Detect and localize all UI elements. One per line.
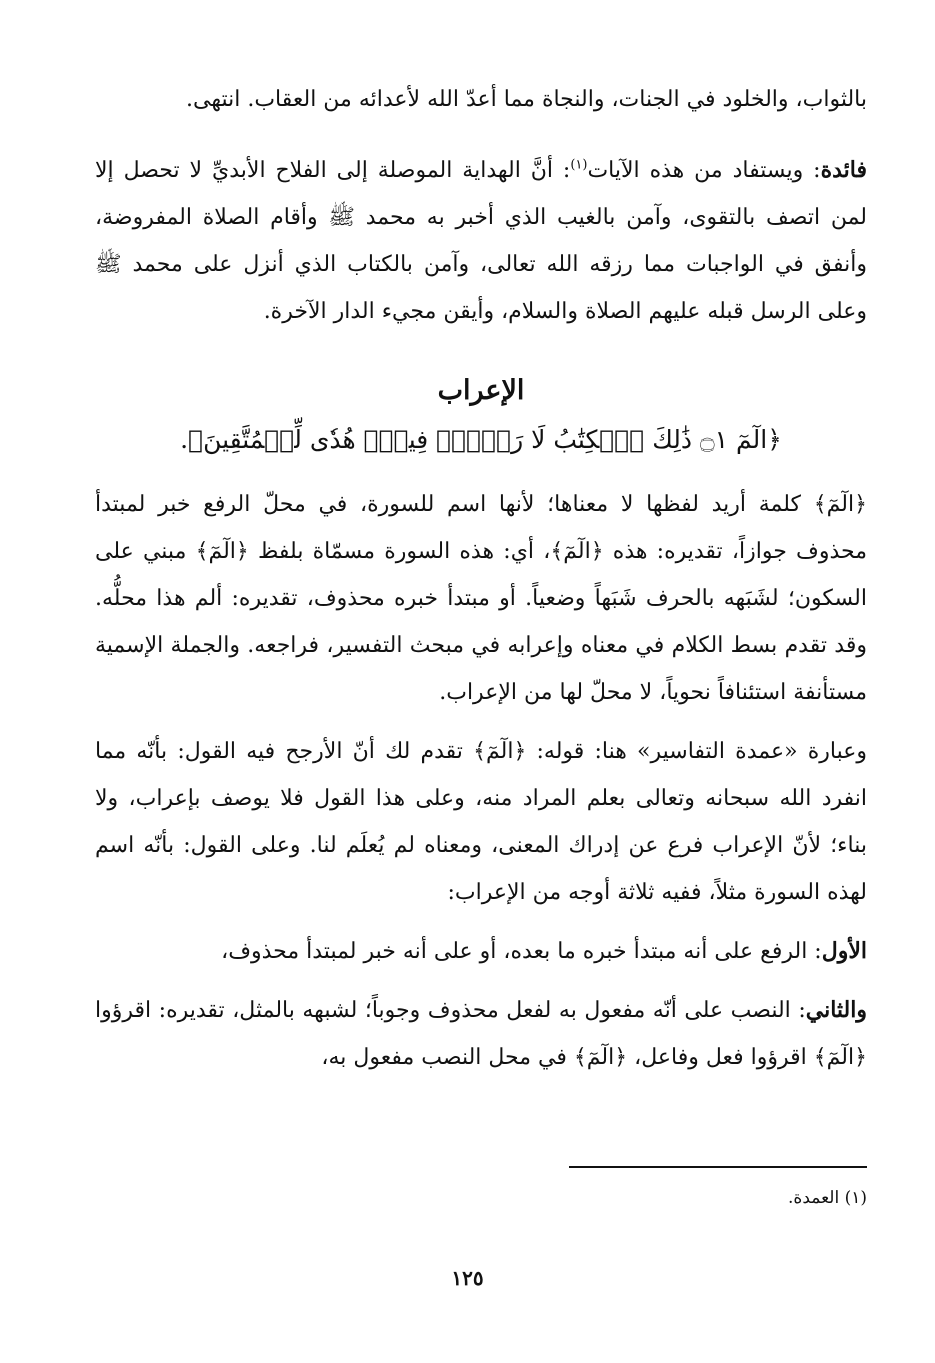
paragraph-second-view <box>95 987 867 1081</box>
section-heading: الإعراب <box>437 375 525 406</box>
paragraph-irab-1: ﴿الٓمٓ﴾ كلمة أريد لفظها لا معناها؛ لأنها اسم للسورة، في محلّ الرفع خبر لمبتدأ محذوف جوازاً، تقديره: هذه ﴿الٓمٓ﴾، أي: هذه السورة مسمّاة بلفظ ﴿الٓمٓ﴾ مبني على السكون؛ لشَبَهه بالحرف شَبَهاً وضعياً. أو مبتدأ خبره محذوف، تقديره: ألم هذا محلُّه. وقد تقدم بسط الكلام في معناه وإعرابه في مبحث التفسير، فراجعه. والجملة الإسمية مستأنفة استئنافاً نحوياً، لا محلّ لها من الإعراب. <box>95 492 867 705</box>
paragraph-benefit <box>95 147 867 335</box>
second-text: : النصب على أنّه مفعول به لفعل محذوف وجوباً؛ لشبهه بالمثل، تقديره: اقرؤوا ﴿الٓمٓ﴾ اقرؤوا فعل وفاعل، ﴿الٓمٓ﴾ في محل النصب مفعول به، <box>95 998 867 1070</box>
page-number: ١٢٥ <box>451 1266 484 1290</box>
first-text: : الرفع على أنه مبتدأ خبره ما بعده، أو على أنه خبر لمبتدأ محذوف، <box>221 939 822 964</box>
benefit-text-b: : أنَّ الهداية الموصلة إلى الفلاح الأبديِّ لا تحصل إلا لمن اتصف بالتقوى، وآمن بالغيب الذي أخبر به محمد ﷺ وأقام الصلاة المفروضة، وأنفق في الواجبات مما رزقه الله تعالى، وآمن بالكتاب الذي أنزل على محمد ﷺ وعلى الرسل قبله عليهم الصلاة والسلام، وأيقن مجيء الدار الآخرة. <box>95 158 867 324</box>
benefit-text-a: : ويستفاد من هذه الآيات <box>587 158 821 183</box>
page-content <box>95 76 867 1093</box>
paragraph-intro-end: بالثواب، والخلود في الجنات، والنجاة مما أعدّ الله لأعدائه من العقاب. انتهى. <box>186 87 867 112</box>
footnote-ref-1: (١) <box>570 157 588 173</box>
benefit-lead: فائدة <box>820 157 867 183</box>
second-lead: والثاني <box>805 997 867 1023</box>
quran-verse: ﴿الٓمٓ ۝١ ذَٰلِكَ ٱلۡكِتَٰبُ لَا رَيۡبَۛ فِيهِۛ هُدٗى لِّلۡمُتَّقِينَ﴾. <box>180 425 782 454</box>
footnote: (١) العمدة. <box>788 1188 867 1208</box>
first-lead: الأول <box>821 938 867 964</box>
footnote-divider <box>569 1166 867 1168</box>
paragraph-first-view <box>95 928 867 975</box>
paragraph-irab-2: وعبارة «عمدة التفاسير» هنا: قوله: ﴿الٓمٓ﴾ تقدم لك أنّ الأرجح فيه القول: بأنّه مما انفرد الله سبحانه وتعالى بعلم المراد منه، وعلى هذا القول فلا يوصف بإعراب، ولا بناء؛ لأنّ الإعراب فرع عن إدراك المعنى، ومعناه لم يُعلَم لنا. وعلى القول: بأنّه اسم لهذه السورة مثلاً، ففيه ثلاثة أوجه من الإعراب: <box>95 739 867 905</box>
